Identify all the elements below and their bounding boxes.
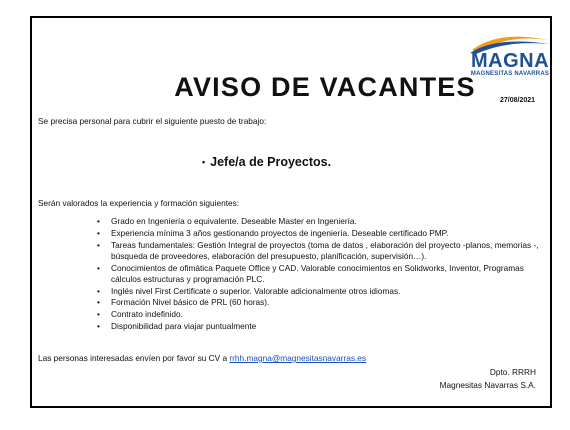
logo-wordmark: MAGNA xyxy=(470,50,550,72)
contact-line xyxy=(38,353,366,363)
job-position-title: Jefe/a de Proyectos. xyxy=(210,155,332,169)
valued-intro: Serán valorados la experiencia y formación siguientes: xyxy=(38,198,240,208)
list-item: • Inglés nivel First Certificate o superior. Valorable adicionalmente otros idiomas. xyxy=(96,286,541,297)
signature-block xyxy=(440,366,536,392)
list-item: • Experiencia mínima 3 años gestionando proyectos de ingeniería. Deseable certificado PMP. xyxy=(96,228,541,239)
list-item: • Contrato indefinido. xyxy=(96,309,541,320)
list-item: • Disponibilidad para viajar puntualmente xyxy=(96,321,541,332)
list-item: • Conocimientos de ofimática Paquete Office y CAD. Valorable conocimientos en Solidworks, Inventor, Programas cálculos estructuras y programación PLC. xyxy=(96,263,541,285)
signature-dept: Dpto. RRRH xyxy=(489,367,536,377)
list-item: • Formación Nivel básico de PRL (60 horas). xyxy=(96,297,541,308)
document-frame xyxy=(30,16,552,408)
bullet-icon: • xyxy=(202,157,206,167)
list-item: • Tareas fundamentales: Gestión Integral de proyectos (toma de datos , elaboración del proyecto -planos, memorias -, búsqueda de proveedores, elaboración del presupuesto, planificación, supervisión…). xyxy=(96,240,541,262)
intro-text: Se precisa personal para cubrir el siguiente puesto de trabajo: xyxy=(38,116,267,126)
requirements-list xyxy=(96,216,541,333)
job-position xyxy=(202,155,331,169)
list-item: • Grado en Ingeniería o equivalente. Deseable Master en Ingeniería. xyxy=(96,216,541,227)
document-date: 27/08/2021 xyxy=(500,97,536,104)
page-title: AVISO DE VACANTES xyxy=(174,72,476,102)
contact-email-link[interactable]: rrhh.magna@magnesitasnavarras.es xyxy=(229,353,367,363)
contact-text: Las personas interesadas envíen por favor su CV a xyxy=(38,353,230,363)
signature-company: Magnesitas Navarras S.A. xyxy=(439,380,536,390)
company-logo xyxy=(468,28,552,86)
logo-subtitle: MAGNESITAS NAVARRAS xyxy=(470,71,550,77)
